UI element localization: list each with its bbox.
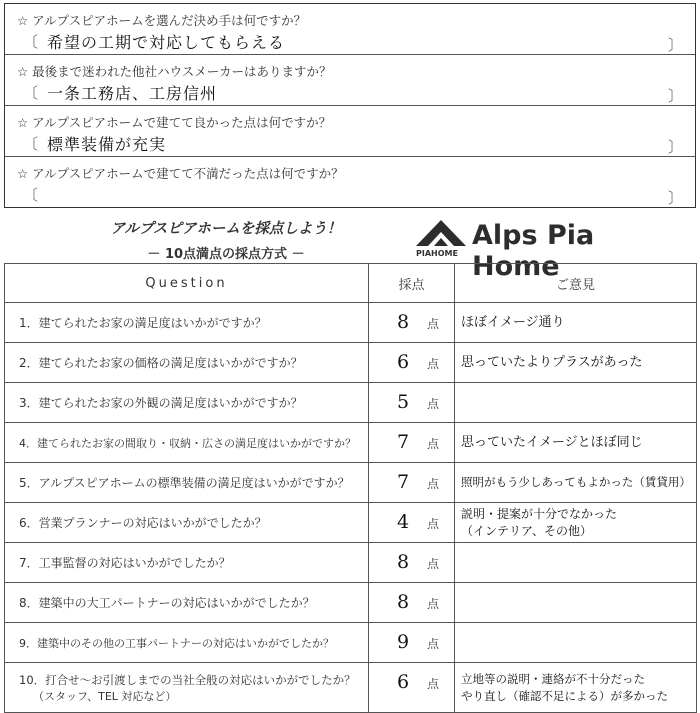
row-score [369,663,455,713]
table-row [5,303,697,343]
score-value: 5 [397,391,410,413]
table-row [5,463,697,503]
heading-title: アルプスピアホームを採点しよう！ [110,221,342,237]
row-score [369,463,455,503]
bracket-close: 〕 [667,87,683,105]
score-value: 8 [397,551,410,573]
survey-question: ☆ アルプスピアホームを選んだ決め手は何ですか？ [17,13,307,28]
bracket-open: 〔 [23,135,39,153]
score-value: 6 [397,351,410,373]
score-value: 9 [397,631,410,653]
score-unit: 点 [427,517,440,531]
row-question: 3．建てられたお家の外観の満足度はいかがですか？ [5,383,369,423]
score-unit: 点 [427,637,440,651]
score-value: 8 [397,311,410,333]
row-opinion [455,543,697,583]
score-unit: 点 [427,557,440,571]
survey-question: ☆ アルプスピアホームで建てて良かった点は何ですか？ [17,115,332,130]
survey-question: ☆ アルプスピアホームで建てて不満だった点は何ですか？ [17,166,344,181]
survey-item-4 [5,157,695,208]
row-opinion [455,623,697,663]
table-header-row [5,264,697,303]
opinion-line-2: （インテリア、その他） [461,523,593,538]
score-table [4,263,697,713]
table-row [5,383,697,423]
table-row [5,623,697,663]
score-unit: 点 [427,357,440,371]
survey-item-3 [5,106,695,157]
score-value: 4 [397,511,410,533]
score-unit: 点 [427,477,440,491]
table-row [5,663,697,713]
row-question: 5．アルプスピアホームの標準装備の満足度はいかがですか？ [5,463,369,503]
survey-question: ☆ 最後まで迷われた他社ハウスメーカーはありますか？ [17,64,332,79]
company-logo [414,216,674,282]
opinion-line-2: やり直し（確認不足による）が多かった [461,688,668,703]
row-score [369,623,455,663]
score-unit: 点 [427,597,440,611]
row-score [369,383,455,423]
table-row [5,583,697,623]
header-score: 採点 [369,264,455,303]
table-row [5,543,697,583]
survey-answer: 希望の工期で対応してもらえる [47,33,286,52]
opinion-line-1: 説明・提案が十分でなかった [461,506,618,521]
row-opinion [455,663,697,713]
row-opinion: ほぼイメージ通り [455,303,697,343]
row-question: 8．建築中の大工パートナーの対応はいかがでしたか？ [5,583,369,623]
row-opinion [455,583,697,623]
question-line-1: 10．打合せ～お引渡しまでの当社全般の対応はいかがでしたか？ [19,672,356,687]
table-row [5,503,697,543]
survey-item-1 [5,4,695,55]
row-score [369,423,455,463]
bracket-close: 〕 [667,36,683,54]
logo-mark-text: PIAHOME [416,249,458,258]
row-opinion [455,503,697,543]
row-score [369,503,455,543]
row-opinion: 照明がもう少しあってもよかった（賃貸用） [455,463,697,503]
row-question: 6．営業プランナーの対応はいかがでしたか？ [5,503,369,543]
score-heading [76,217,376,262]
row-score [369,583,455,623]
row-score [369,543,455,583]
heading-subtitle: － 10点満点の採点方式 － [147,247,305,262]
table-row [5,343,697,383]
bracket-close: 〕 [667,189,683,207]
survey-answer: 一条工務店、工房信州 [47,84,218,103]
survey-questions [4,3,696,208]
score-value: 6 [397,671,410,693]
row-score [369,303,455,343]
score-value: 7 [397,431,410,453]
score-value: 8 [397,591,410,613]
survey-answer: 標準装備が充実 [47,135,167,154]
row-question: 2．建てられたお家の価格の満足度はいかがですか？ [5,343,369,383]
row-opinion: 思っていたイメージとほぼ同じ [455,423,697,463]
header-question: Question [5,264,369,303]
bracket-close: 〕 [667,138,683,156]
score-unit: 点 [427,437,440,451]
bracket-open: 〔 [23,33,39,51]
opinion-line-1: 立地等の説明・連絡が不十分だった [461,671,645,686]
bracket-open: 〔 [23,186,39,204]
score-unit: 点 [427,677,440,691]
score-value: 7 [397,471,410,493]
survey-item-2 [5,55,695,106]
row-question: 1．建てられたお家の満足度はいかがですか？ [5,303,369,343]
score-unit: 点 [427,397,440,411]
header-opinion: ご意見 [455,264,697,303]
question-line-2: （スタッフ、TEL 対応など） [33,689,177,703]
score-unit: 点 [427,317,440,331]
row-opinion: 思っていたよりプラスがあった [455,343,697,383]
row-question: 4．建てられたお家の間取り・収納・広さの満足度はいかがですか？ [5,423,369,463]
row-question: 9．建築中のその他の工事パートナーの対応はいかがでしたか？ [5,623,369,663]
row-score [369,343,455,383]
row-question: 7．工事監督の対応はいかがでしたか？ [5,543,369,583]
row-opinion [455,383,697,423]
table-row [5,423,697,463]
row-question [5,663,369,713]
logo-brand: Alps Pia Home [472,220,595,282]
bracket-open: 〔 [23,84,39,102]
